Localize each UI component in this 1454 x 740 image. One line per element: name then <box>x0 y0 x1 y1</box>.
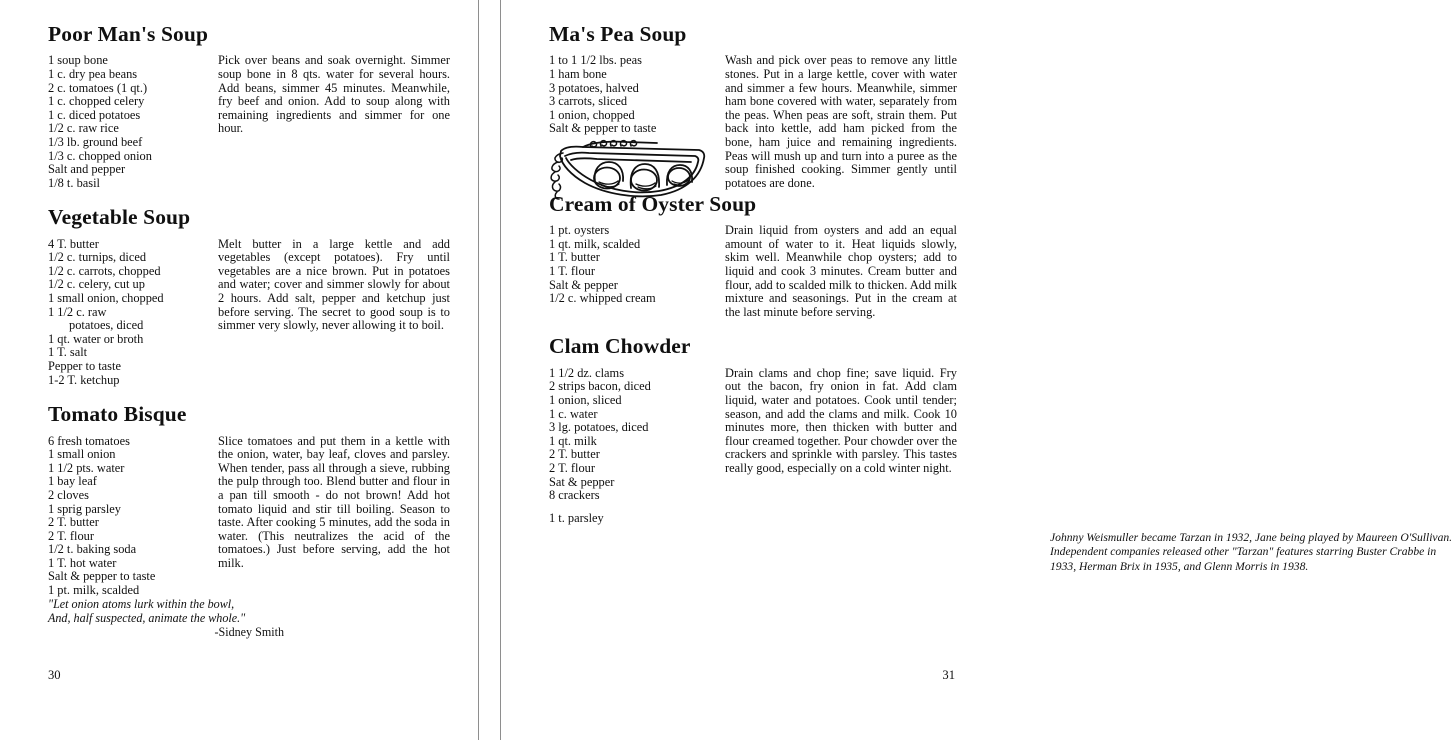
gutter-line-left <box>478 0 479 740</box>
ingredient-item: 1 1/2 dz. clams <box>549 365 625 380</box>
ingredient-item: 1 sprig parsley <box>48 501 121 516</box>
recipe-title: Clam Chowder <box>549 334 691 359</box>
ingredient-list <box>48 235 214 388</box>
ingredient-item: 1/8 t. basil <box>48 175 100 190</box>
ingredient-item: 8 crackers <box>549 488 600 503</box>
recipe-title: Ma's Pea Soup <box>549 22 687 46</box>
ingredient-item: 1 T. butter <box>549 250 600 265</box>
ingredient-item: 1/3 c. chopped onion <box>48 148 152 163</box>
ingredient-item: Pepper to taste <box>48 359 121 373</box>
ingredient-item: 1/2 t. baking soda <box>48 542 137 557</box>
historical-footnote: Johnny Weismuller became Tarzan in 1932, Jane being played by Maureen O'Sullivan. Independent companies released other "Tarzan" features starring Buster Crabbe in 1933, Herman Brix in 1935, and Glenn Morris in 1938. <box>1050 531 1453 573</box>
recipe-vegetable-soup <box>48 192 450 387</box>
ingredient-item: Sat & pepper <box>549 474 615 489</box>
recipe-body <box>48 51 450 190</box>
left-page <box>0 0 478 740</box>
ingredient-item: 1/2 c. carrots, chopped <box>48 263 161 278</box>
ingredient-item: 1 bay leaf <box>48 474 97 489</box>
recipe-mas-pea-soup <box>549 22 957 205</box>
ingredient-item: 1 to 1 1/2 lbs. peas <box>549 53 642 68</box>
recipe-directions: Pick over beans and soak overnight. Simmer soup bone in 8 qts. water for several hours. Add beans, simmer 45 minutes. Meanwhile, fry beef and onion. Add to soup along with remaining ingredients and simmer for one hour. <box>218 53 450 136</box>
ingredient-list <box>549 221 721 306</box>
recipe-title: Vegetable Soup <box>48 205 191 230</box>
recipe-directions: Melt butter in a large kettle and add vegetables (except potatoes). Fry until vegetables are a nice brown. Put in potatoes and water; cover and simmer slowly for about 2 hours. Add salt, pepper and ketchup just before serving. The secret to good soup is to simmer very slowly, never allowing it to boil. <box>218 236 450 333</box>
ingredient-item: 2 T. flour <box>48 528 94 543</box>
ingredient-item: 1 qt. milk <box>549 433 597 448</box>
ingredient-column <box>549 51 721 205</box>
ingredient-item: 6 fresh tomatoes <box>48 433 130 448</box>
ingredient-item: 1 T. salt <box>48 345 88 360</box>
recipe-clam-chowder <box>549 321 957 525</box>
ingredient-item: 2 c. tomatoes (1 qt.) <box>48 80 148 95</box>
recipe-body <box>549 221 957 319</box>
recipe-title: Poor Man's Soup <box>48 22 208 46</box>
recipe-poor-mans-soup <box>48 22 450 190</box>
ingredient-item: 1 onion, sliced <box>549 392 622 407</box>
ingredient-item: 1 pt. milk, scalded <box>48 583 140 598</box>
ingredient-item: 1 1/2 c. raw <box>48 304 107 319</box>
recipe-body <box>48 235 450 388</box>
ingredient-item: 1 1/2 pts. water <box>48 460 125 475</box>
ingredient-item: 2 T. flour <box>549 460 595 475</box>
quote-attribution: -Sidney Smith <box>214 625 284 640</box>
ingredient-item: 3 carrots, sliced <box>549 94 628 109</box>
ingredient-item: 3 potatoes, halved <box>549 80 639 95</box>
ingredient-item: 1/2 c. whipped cream <box>549 291 656 306</box>
ingredient-item: Salt & pepper <box>549 277 618 292</box>
ingredient-item: 1 c. chopped celery <box>48 94 145 109</box>
ingredient-item: 3 lg. potatoes, diced <box>549 420 649 435</box>
ingredient-item: 2 T. butter <box>48 515 99 530</box>
ingredient-item: 1 small onion, chopped <box>48 291 164 306</box>
recipe-directions: Drain clams and chop fine; save liquid. Fry out the bacon, fry onion in fat. Add clam liquid, water and potatoes. Cook until tender; season, and add the clams and milk. Cook 10 minutes more, then thicken with butter and flour creamed together. Pour chowder over the crackers and sprinkle with parsley. This tastes really good, especially on a cold winter night. <box>725 365 957 475</box>
ingredient-item: 1 qt. milk, scalded <box>549 236 641 251</box>
ingredient-item: 1 c. dry pea beans <box>48 66 138 81</box>
ingredient-item: 4 T. butter <box>48 236 99 251</box>
ingredient-item: 1 c. diced potatoes <box>48 107 141 122</box>
recipe-cream-of-oyster-soup <box>549 179 957 320</box>
recipe-body <box>549 51 957 205</box>
ingredient-item: 1 soup bone <box>48 53 108 68</box>
recipe-directions: Slice tomatoes and put them in a kettle with the onion, water, bay leaf, cloves and parsley. When tender, pass all through a sieve, rubbing the pulp through too. Blend butter and flour in a pan till smooth - do not brown! Add hot tomato liquid and stir till boiling. Season to taste. After cooking 5 minutes, add the soda in water. (This neutralizes the acid of the tomatoes.) Just before serving, add the hot milk. <box>218 433 450 570</box>
page-number-right: 31 <box>942 668 955 682</box>
ingredient-item: 1 onion, chopped <box>549 107 635 122</box>
ingredient-item: Salt and pepper <box>48 162 126 177</box>
quote-line-2: And, half suspected, animate the whole." <box>48 611 246 626</box>
recipe-title: Tomato Bisque <box>48 402 187 427</box>
ingredient-list <box>48 432 214 598</box>
ingredient-item: 1 ham bone <box>549 66 607 81</box>
left-page-content <box>48 22 450 600</box>
ingredient-item: 1/2 c. turnips, diced <box>48 250 147 265</box>
ingredient-item: Salt & pepper to taste <box>549 121 657 136</box>
recipe-directions: Wash and pick over peas to remove any little stones. Put in a large kettle, cover with water and simmer a few hours. Meanwhile, simmer ham bone covered with water, separately from the peas. When peas are soft, strain them. Put back into kettle, add ham picked from the bone, ham juice and remaining ingredients. Peas will mush up and turn into a puree as the soup finished cooking. Simmer gently until potatoes are done. <box>725 53 957 190</box>
ingredient-item: 1 T. hot water <box>48 555 117 570</box>
ingredient-item: Salt & pepper to taste <box>48 569 156 584</box>
ingredient-item: 2 T. butter <box>549 447 600 462</box>
ingredient-item: 2 strips bacon, diced <box>549 379 651 394</box>
ingredient-item: 1 c. water <box>549 406 598 421</box>
right-page <box>501 0 1453 740</box>
ingredient-item: 1/2 c. celery, cut up <box>48 277 145 292</box>
ingredient-list <box>549 51 721 136</box>
ingredient-item: 1 T. flour <box>549 264 595 279</box>
recipe-directions: Drain liquid from oysters and add an equal amount of water to it. Heat liquids slowly, skim well. Meanwhile chop oysters; add to liquid and cook 3 minutes. Cream butter and flour, add to scalded milk to thicken. Add milk mixture and seasonings. Put in the cream at the last minute before serving. <box>725 223 957 319</box>
recipe-body <box>549 364 957 526</box>
recipe-title: Cream of Oyster Soup <box>549 191 757 216</box>
ingredient-item: 1 t. parsley <box>549 510 604 525</box>
ingredient-item: 1 small onion <box>48 447 116 462</box>
page-number-left: 30 <box>48 668 61 682</box>
ingredient-item: 1/3 lb. ground beef <box>48 134 143 149</box>
ingredient-list <box>549 364 721 526</box>
recipe-body <box>48 432 450 598</box>
recipe-tomato-bisque <box>48 389 450 597</box>
right-page-content <box>549 22 957 527</box>
ingredient-item-continuation: potatoes, diced <box>69 318 144 333</box>
quotation-block <box>48 597 308 640</box>
ingredient-item: 1/2 c. raw rice <box>48 121 119 136</box>
ingredient-item: 1-2 T. ketchup <box>48 372 120 387</box>
ingredient-item: 1 pt. oysters <box>549 223 610 238</box>
quote-line-1: "Let onion atoms lurk within the bowl, <box>48 597 235 611</box>
ingredient-list <box>48 51 214 190</box>
ingredient-item: 2 cloves <box>48 487 89 502</box>
ingredient-item: 1 qt. water or broth <box>48 331 144 346</box>
